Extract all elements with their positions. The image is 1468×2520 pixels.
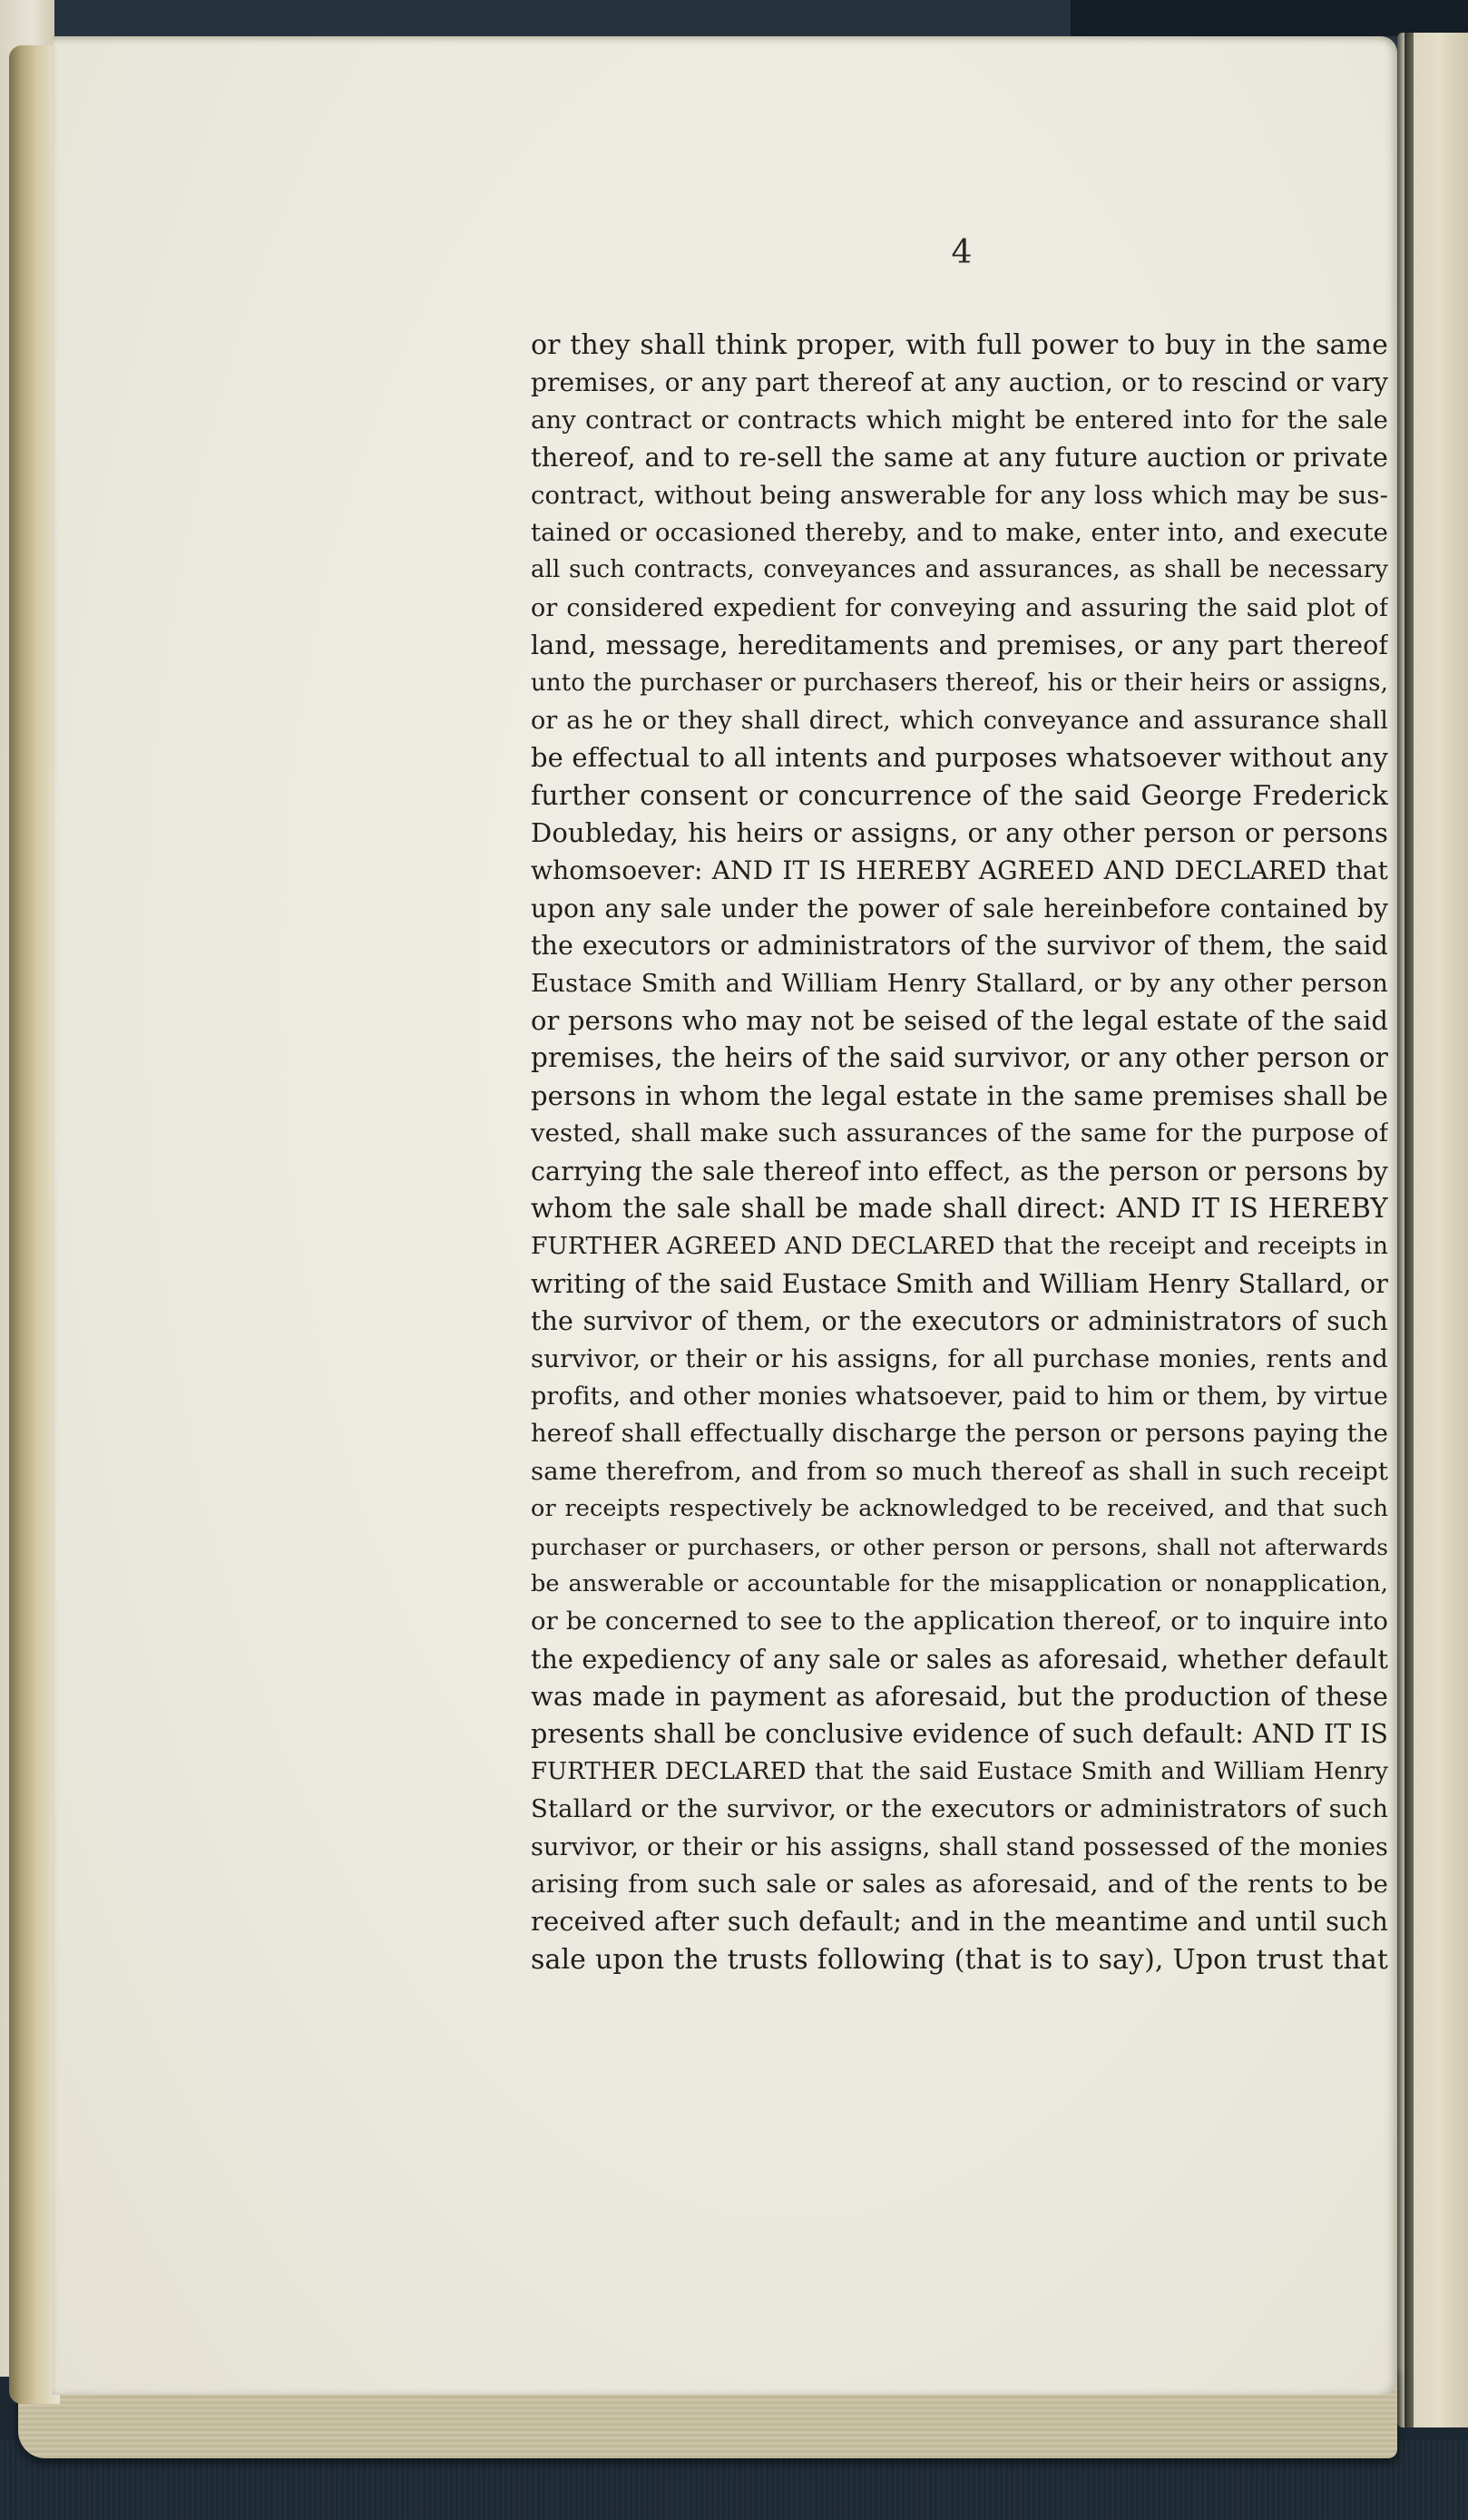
text-line: FURTHER DECLARED that the said Eustace Smith and William Henry (531, 1757, 1388, 1785)
text-line: premises, the heirs of the said survivor, or any other person or (531, 1042, 1388, 1074)
text-line: purchaser or purchasers, or other person or persons, shall not afterwards (531, 1533, 1388, 1560)
text-line: hereof shall effectually discharge the person or persons paying the (531, 1419, 1388, 1449)
text-line: survivor, or their or his assigns, shall stand possessed of the monies (531, 1832, 1388, 1861)
text-line: arising from such sale or sales as aforesaid, and of the rents to be (531, 1870, 1388, 1900)
text-line: whomsoever: AND IT IS HEREBY AGREED AND DECLARED that (531, 855, 1388, 886)
text-line: or be concerned to see to the application thereof, or to inquire into (531, 1607, 1388, 1636)
next-page-spine (1404, 33, 1414, 2427)
text-line: tained or occasioned thereby, and to make, enter into, and execute (531, 517, 1388, 547)
text-line: was made in payment as aforesaid, but the production of these (531, 1681, 1388, 1713)
text-line: be answerable or accountable for the misapplication or nonapplication, (531, 1569, 1388, 1597)
text-line: unto the purchaser or purchasers thereof, his or their heirs or assigns, (531, 669, 1388, 697)
text-line: or persons who may not be seised of the legal estate of the said (531, 1005, 1388, 1037)
text-line: all such contracts, conveyances and assurances, as shall be necessary (531, 556, 1388, 584)
text-line: Eustace Smith and William Henry Stallard, or by any other person (531, 968, 1388, 998)
text-line: or they shall think proper, with full power to buy in the same (531, 329, 1388, 361)
text-line: contract, without being answerable for any loss which may be sus- (531, 480, 1388, 510)
text-line: or as he or they shall direct, which conveyance and assurance shall (531, 706, 1388, 735)
text-line: FURTHER AGREED AND DECLARED that the receipt and receipts in (531, 1232, 1388, 1261)
text-line: the executors or administrators of the survivor of them, the said (531, 931, 1388, 962)
text-line: further consent or concurrence of the said George Frederick (531, 779, 1388, 812)
text-line: survivor, or their or his assigns, for all purchase monies, rents and (531, 1343, 1388, 1373)
text-line: writing of the said Eustace Smith and William Henry Stallard, or (531, 1268, 1388, 1299)
text-line: persons in whom the legal estate in the same premises shall be (531, 1079, 1388, 1111)
text-line: upon any sale under the power of sale hereinbefore contained by (531, 893, 1388, 923)
text-line: any contract or contracts which might be entered into for the sale (531, 405, 1388, 435)
text-line: carrying the sale thereof into effect, as the person or persons by (531, 1156, 1388, 1187)
body-text (531, 327, 1388, 1978)
text-line: Stallard or the survivor, or the executors or administrators of such (531, 1794, 1388, 1824)
scanner-bed-top (1071, 0, 1468, 36)
text-line: presents shall be conclusive evidence of such default: AND IT IS (531, 1719, 1388, 1750)
text-line: same therefrom, and from so much thereof as shall in such receipt (531, 1456, 1388, 1486)
text-line: profits, and other monies whatsoever, paid to him or them, by virtue (531, 1382, 1388, 1411)
text-line: be effectual to all intents and purposes whatsoever without any (531, 742, 1388, 774)
text-line: Doubleday, his heirs or assigns, or any other person or persons (531, 817, 1388, 849)
text-line: vested, shall make such assurances of the same for the purpose of (531, 1118, 1388, 1148)
text-line: premises, or any part thereof at any auction, or to rescind or vary (531, 367, 1388, 398)
text-line: the expediency of any sale or sales as aforesaid, whether default (531, 1644, 1388, 1675)
text-line: or considered expedient for conveying and assuring the said plot of (531, 593, 1388, 622)
text-line: sale upon the trusts following (that is to say), Upon trust that (531, 1943, 1388, 1976)
text-line: received after such default; and in the meantime and until such (531, 1906, 1388, 1938)
text-line: the survivor of them, or the executors or administrators of such (531, 1306, 1388, 1337)
text-line: whom the sale shall be made shall direct: AND IT IS HEREBY (531, 1192, 1388, 1224)
text-line: land, message, hereditaments and premises, or any part thereof (531, 630, 1388, 661)
text-line: thereof, and to re-sell the same at any future auction or private (531, 442, 1388, 474)
page-number: 4 (951, 234, 973, 271)
text-line: or receipts respectively be acknowledged to be received, and that such (531, 1495, 1388, 1523)
